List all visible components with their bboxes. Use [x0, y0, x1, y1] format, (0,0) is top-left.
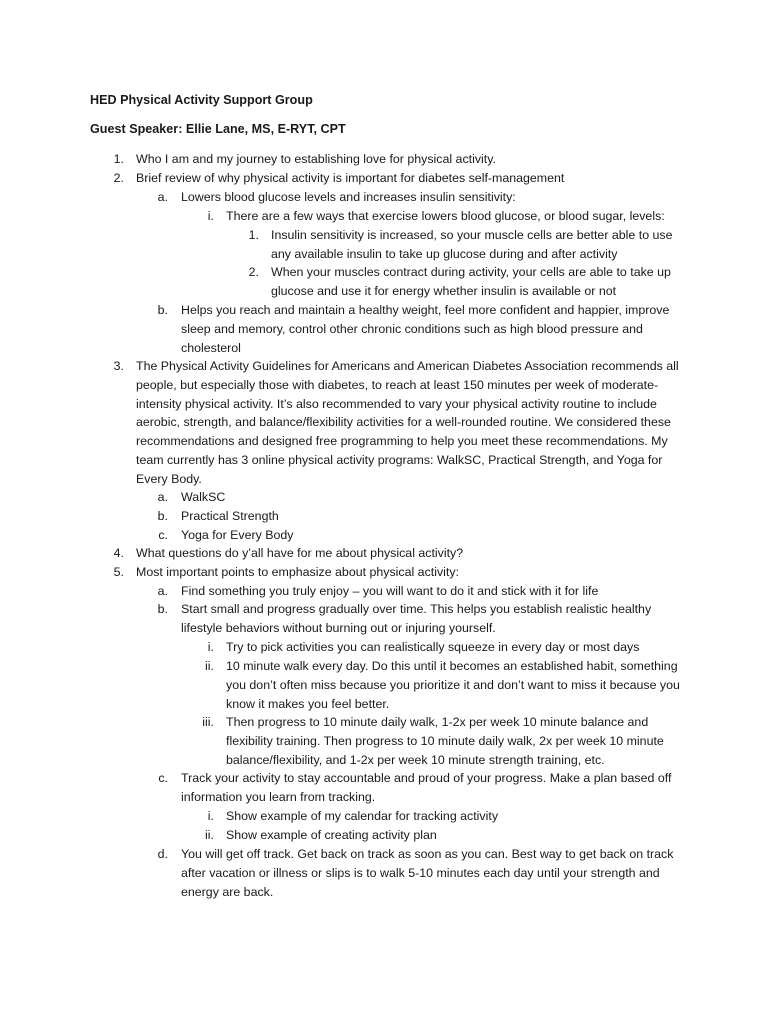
list-item-marker: a.	[157, 584, 168, 598]
list-item-marker: d.	[157, 847, 168, 861]
list-item-marker: 2.	[248, 265, 259, 279]
list-item-text: Who I am and my journey to establishing love for physical activity.	[136, 152, 496, 166]
list-item-marker: c.	[158, 528, 168, 542]
list-item-text: Brief review of why physical activity is important for diabetes self-management	[136, 171, 565, 185]
list-item-marker: iii.	[202, 715, 214, 729]
list-item-marker: 4.	[113, 546, 124, 560]
document-title: HED Physical Activity Support Group	[90, 93, 313, 107]
list-item-text: Lowers blood glucose levels and increases insulin sensitivity:	[181, 190, 516, 204]
list-item-marker: 1.	[248, 228, 259, 242]
list-item-marker: c.	[158, 771, 168, 785]
list-item-marker: 3.	[113, 359, 124, 373]
list-item-marker: b.	[157, 602, 168, 616]
list-item-marker: a.	[157, 190, 168, 204]
document-subtitle: Guest Speaker: Ellie Lane, MS, E-RYT, CPT	[90, 122, 346, 136]
list-item-marker: b.	[157, 303, 168, 317]
list-item-text: Then progress to 10 minute daily walk, 1-2x per week 10 minute balance and flexibility training. Then progress to 10 minute daily walk, 2x per week 10 minute balance/flexibility, and 1-2x per week 10 minute strength training, etc.	[226, 715, 664, 767]
list-item-marker: i.	[207, 209, 214, 223]
list-item-text: Show example of my calendar for tracking activity	[226, 809, 499, 823]
list-item-text: You will get off track. Get back on track as soon as you can. Best way to get back on track after vacation or illness or slips is to walk 5-10 minutes each day until your strength and energy are back.	[181, 847, 674, 899]
list-item-text: 10 minute walk every day. Do this until it becomes an established habit, something you don’t often miss because you prioritize it and don’t want to miss it because you know it makes you feel better.	[226, 659, 680, 711]
list-item-text: WalkSC	[181, 490, 226, 504]
list-item-marker: a.	[157, 490, 168, 504]
list-item-marker: b.	[157, 509, 168, 523]
list-item-text: Practical Strength	[181, 509, 279, 523]
list-item-text: Track your activity to stay accountable and proud of your progress. Make a plan based off information you learn from tracking.	[181, 771, 672, 804]
list-item-marker: i.	[207, 809, 214, 823]
list-item-marker: ii.	[205, 659, 214, 673]
list-item-marker: 5.	[113, 565, 124, 579]
list-item-text: Insulin sensitivity is increased, so your muscle cells are better able to use any available insulin to take up glucose during and after activity	[271, 228, 673, 261]
list-item-text: What questions do y’all have for me about physical activity?	[136, 546, 464, 560]
list-item-text: Try to pick activities you can realistically squeeze in every day or most days	[226, 640, 640, 654]
list-item-marker: 1.	[113, 152, 124, 166]
list-item-marker: i.	[207, 640, 214, 654]
list-item-marker: ii.	[205, 828, 214, 842]
list-item-text: When your muscles contract during activity, your cells are able to take up glucose and use it for energy whether insulin is available or not	[271, 265, 671, 298]
list-item-marker: 2.	[113, 171, 124, 185]
list-item-text: Yoga for Every Body	[181, 528, 294, 542]
list-item-text: Helps you reach and maintain a healthy weight, feel more confident and happier, improve sleep and memory, control other chronic conditions such as high blood pressure and cholesterol	[181, 303, 670, 355]
list-item-text: Show example of creating activity plan	[226, 828, 437, 842]
list-item-text: There are a few ways that exercise lowers blood glucose, or blood sugar, levels:	[226, 209, 665, 223]
list-item-text: Start small and progress gradually over time. This helps you establish realistic healthy lifestyle behaviors without burning out or injuring yourself.	[181, 602, 652, 635]
list-item-text: The Physical Activity Guidelines for Americans and American Diabetes Association recommends all people, but especially those with diabetes, to reach at least 150 minutes per week of moderate-intensity physical activity. It’s also recommended to vary your physical activity routine to include aerobic, strength, and balance/flexibility activities for a well-rounded routine. We considered these recommendations and designed free programming to help you meet these recommendations. My team currently has 3 online physical activity programs: WalkSC, Practical Strength, and Yoga for Every Body.	[136, 359, 679, 486]
list-item-text: Most important points to emphasize about physical activity:	[136, 565, 459, 579]
list-item-text: Find something you truly enjoy – you will want to do it and stick with it for life	[181, 584, 599, 598]
